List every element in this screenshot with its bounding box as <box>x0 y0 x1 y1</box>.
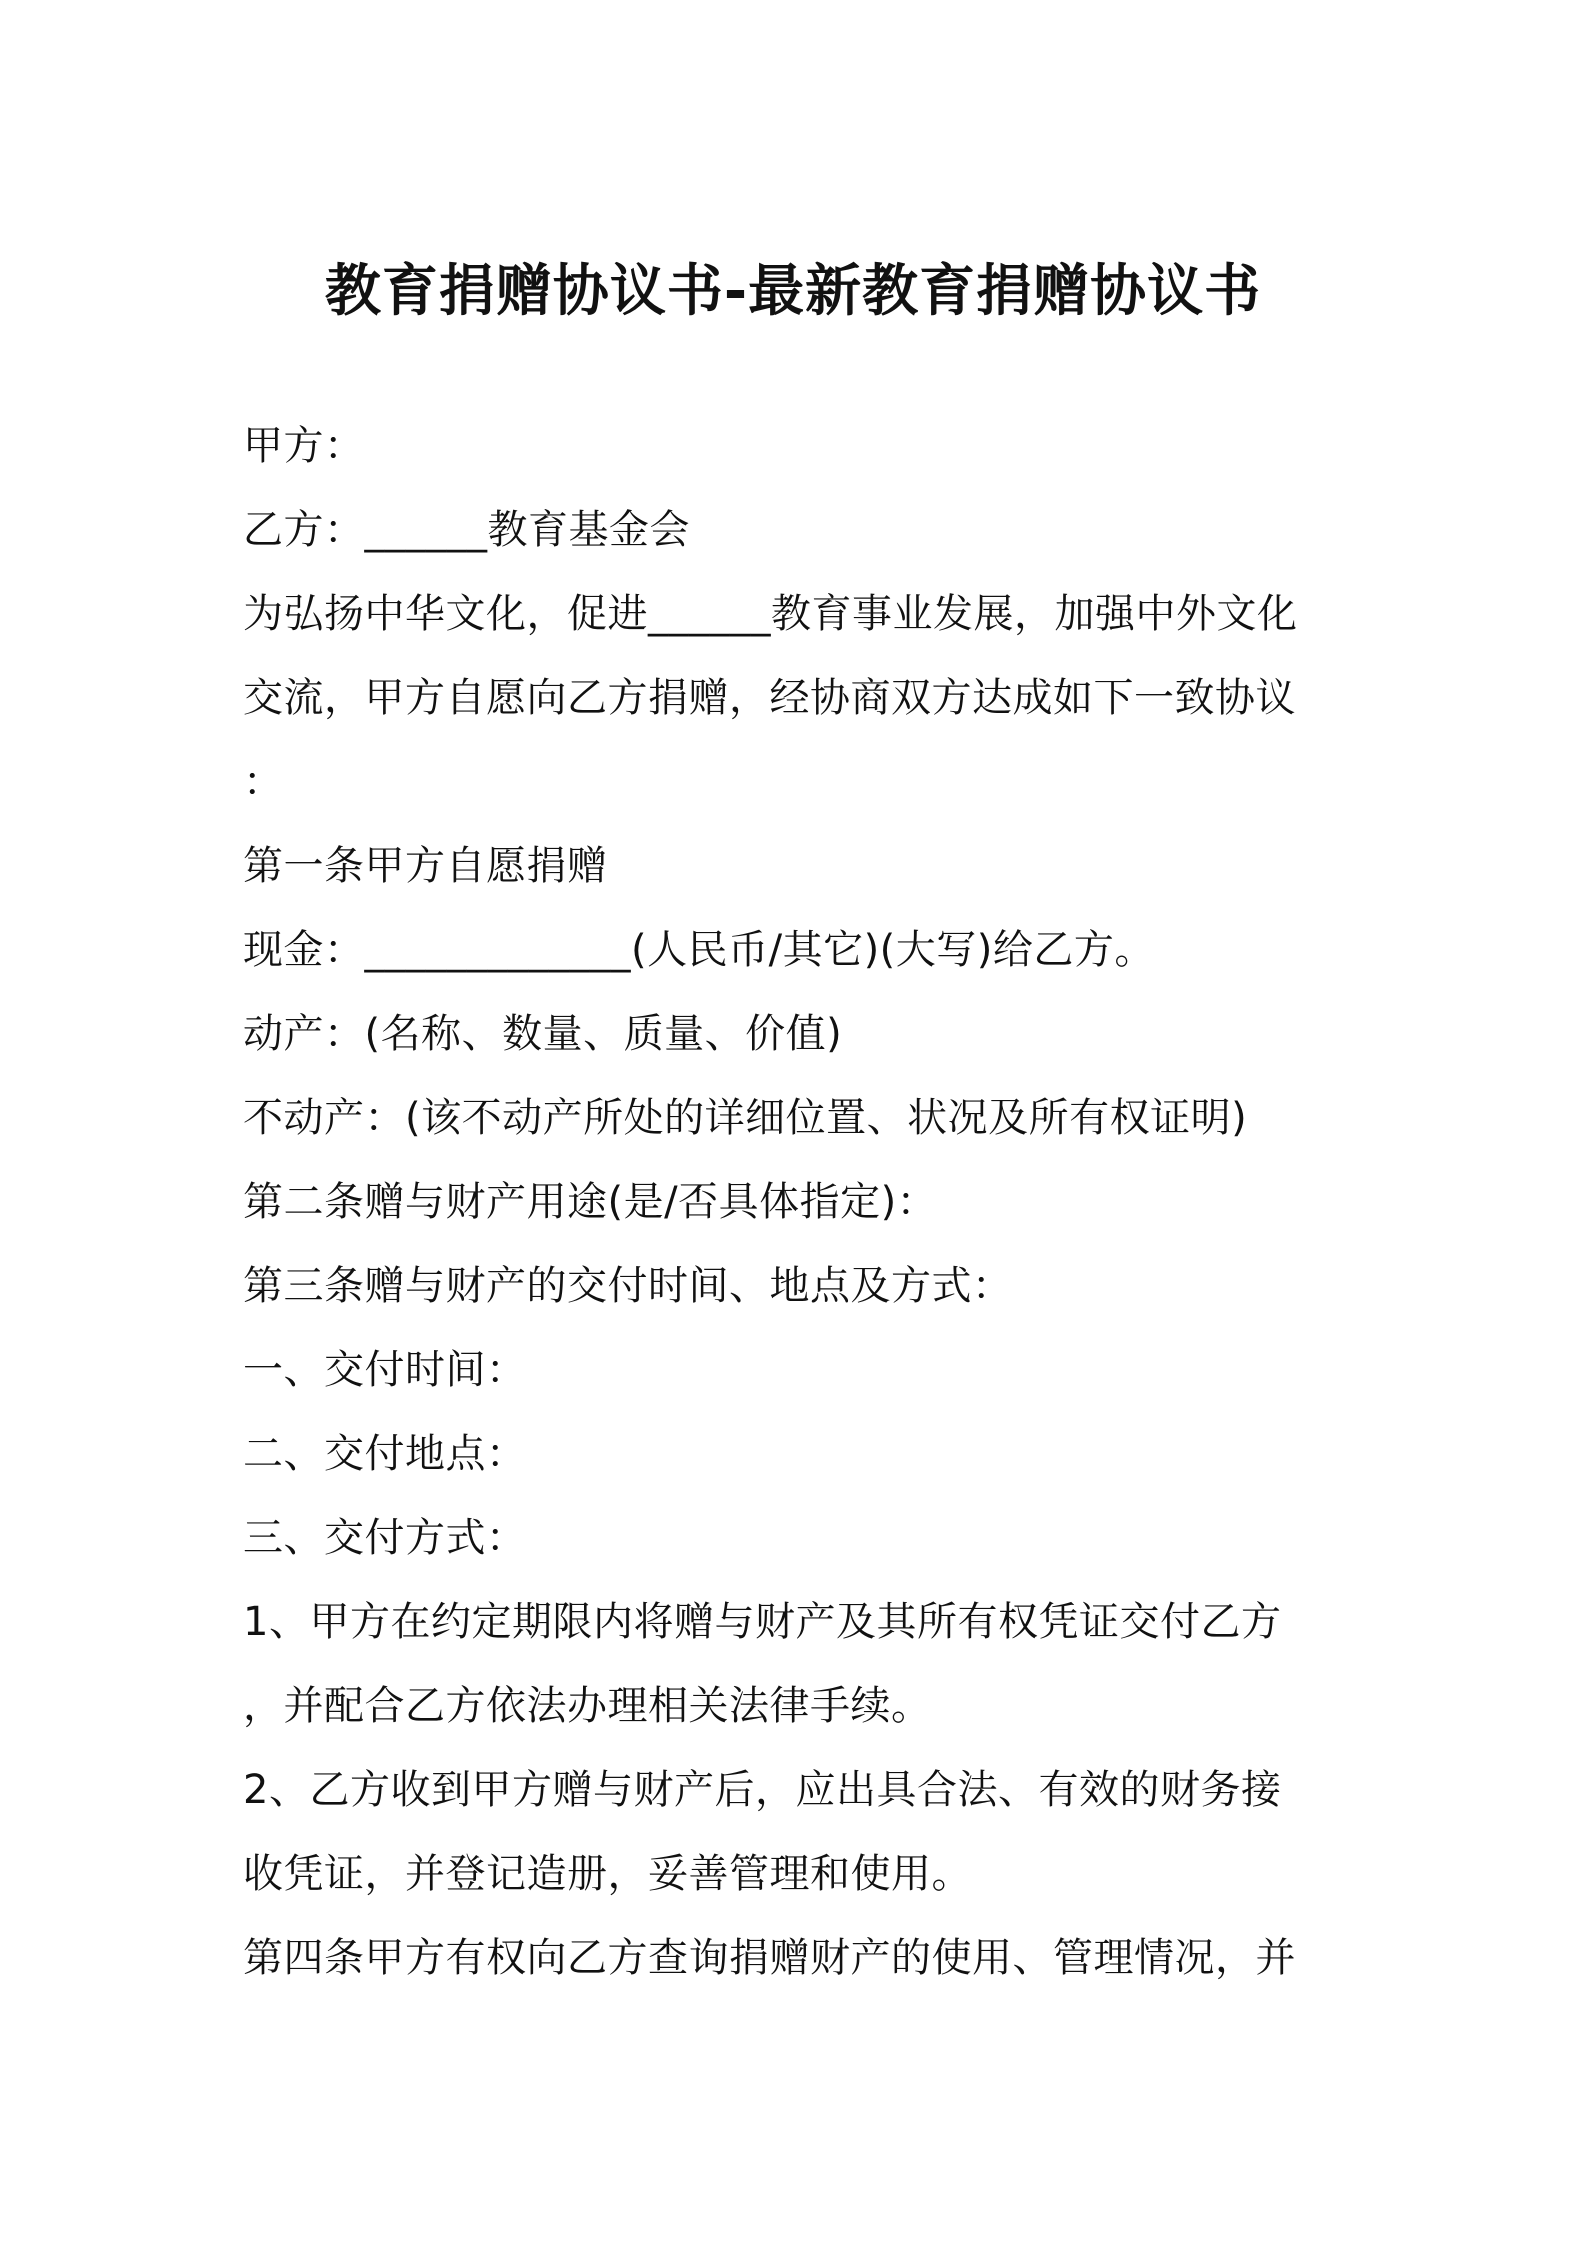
movable-property-line: 动产：(名称、数量、质量、价值) <box>243 1011 843 1057</box>
party-b-line: 乙方：______教育基金会 <box>243 507 690 553</box>
delivery-method-line: 三、交付方式： <box>243 1515 527 1561</box>
delivery-time-line: 一、交付时间： <box>243 1347 527 1393</box>
article-1-heading: 第一条甲方自愿捐赠 <box>243 843 608 889</box>
article-3-heading: 第三条赠与财产的交付时间、地点及方式： <box>243 1263 1013 1309</box>
clause-1-line-2: ，并配合乙方依法办理相关法律手续。 <box>243 1683 932 1729</box>
article-2-heading: 第二条赠与财产用途(是/否具体指定)： <box>243 1179 938 1225</box>
clause-1-line-1: 1、甲方在约定期限内将赠与财产及其所有权凭证交付乙方 <box>243 1599 1282 1645</box>
document-body <box>243 404 1358 2000</box>
party-a-line: 甲方： <box>243 423 365 469</box>
preamble-line-2: 交流，甲方自愿向乙方捐赠，经协商双方达成如下一致协议 <box>243 675 1296 721</box>
cash-line: 现金：_____________(人民币/其它)(大写)给乙方。 <box>243 927 1155 973</box>
document-title: 教育捐赠协议书-最新教育捐赠协议书 <box>324 259 1262 324</box>
article-4-line-1: 第四条甲方有权向乙方查询捐赠财产的使用、管理情况，并 <box>243 1935 1296 1981</box>
clause-2-line-2: 收凭证，并登记造册，妥善管理和使用。 <box>243 1851 972 1897</box>
preamble-line-3: ： <box>243 759 284 805</box>
preamble-line-1: 为弘扬中华文化，促进______教育事业发展，加强中外文化 <box>243 591 1298 637</box>
real-estate-line: 不动产：(该不动产所处的详细位置、状况及所有权证明) <box>243 1095 1248 1141</box>
delivery-place-line: 二、交付地点： <box>243 1431 527 1477</box>
clause-2-line-1: 2、乙方收到甲方赠与财产后，应出具合法、有效的财务接 <box>243 1767 1282 1813</box>
